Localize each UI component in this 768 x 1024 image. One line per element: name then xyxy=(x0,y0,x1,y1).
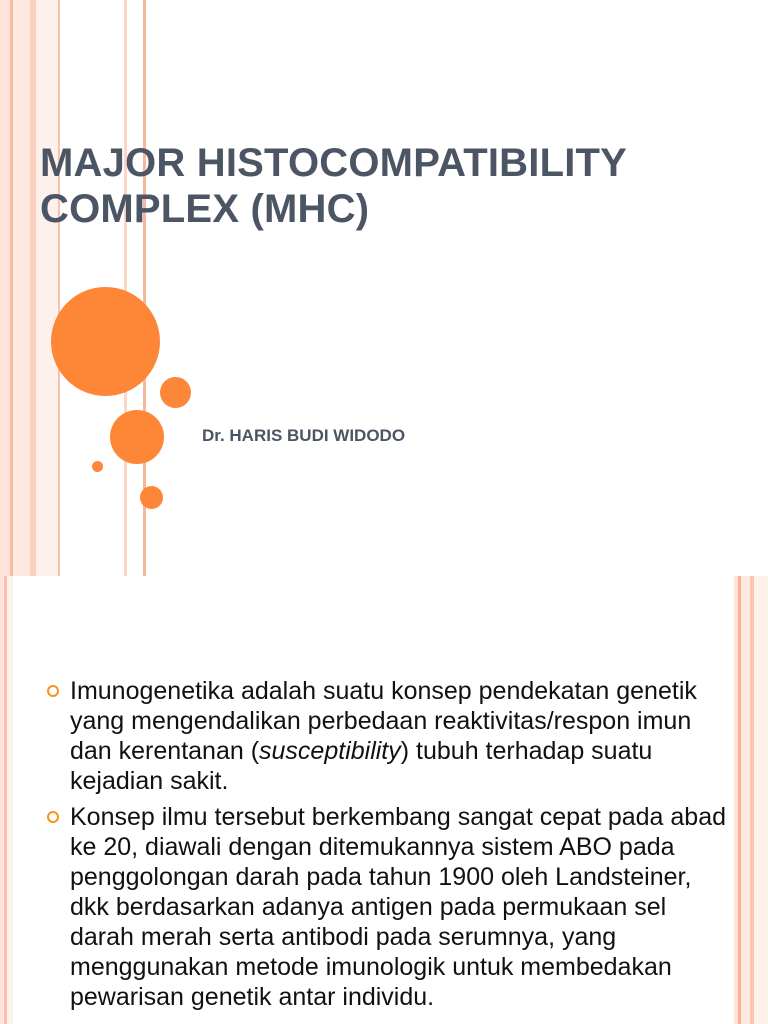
decor-circle-small xyxy=(160,377,191,408)
decor-circle-dot xyxy=(92,461,103,472)
bullet-text-italic: susceptibility xyxy=(259,737,401,765)
decor-circle-large xyxy=(51,287,160,396)
content-slide xyxy=(0,576,768,1024)
bullet-text: Konsep ilmu tersebut berkembang sangat cepat pada abad ke 20, diawali dengan ditemukannya sistem ABO pada penggolongan darah pada tahun 1900 oleh Landsteiner, dkk berdasarkan adanya antigen pada permukaan sel darah merah serta antibodi pada serumnya, yang menggunakan metode imunologik untuk membedakan pewarisan genetik antar individu. xyxy=(70,803,727,1011)
decor-stripe xyxy=(124,0,127,576)
author-name: Dr. HARIS BUDI WIDODO xyxy=(202,426,406,445)
decor-stripe xyxy=(7,576,13,1024)
decor-circle-small xyxy=(140,486,163,509)
circle-bullet-icon xyxy=(47,811,59,823)
decor-stripe xyxy=(754,576,768,1024)
slide-title-line-2: COMPLEX (MHC) xyxy=(40,187,370,231)
bullet-text-part: Imunogenetika adalah suatu konsep pendekatan genetik yang mengendalikan perbedaan reaktivitas/respon imun dan kerentanan ( xyxy=(70,677,697,765)
decor-stripe xyxy=(36,0,58,576)
bullet-item xyxy=(44,802,734,1012)
decor-stripe xyxy=(13,0,30,576)
bullet-item xyxy=(44,676,734,796)
bullet-text-part: ) tubuh terhadap suatu kejadian sakit. xyxy=(70,737,653,795)
decor-stripe xyxy=(0,0,10,576)
circle-bullet-icon xyxy=(47,685,59,697)
decor-stripe xyxy=(741,576,750,1024)
decor-circle-medium xyxy=(110,410,164,464)
slide-title xyxy=(40,140,740,232)
bullet-list xyxy=(44,676,734,1018)
slide-title-line-1: MAJOR HISTOCOMPATIBILITY xyxy=(40,141,628,185)
decor-stripe xyxy=(58,0,60,576)
